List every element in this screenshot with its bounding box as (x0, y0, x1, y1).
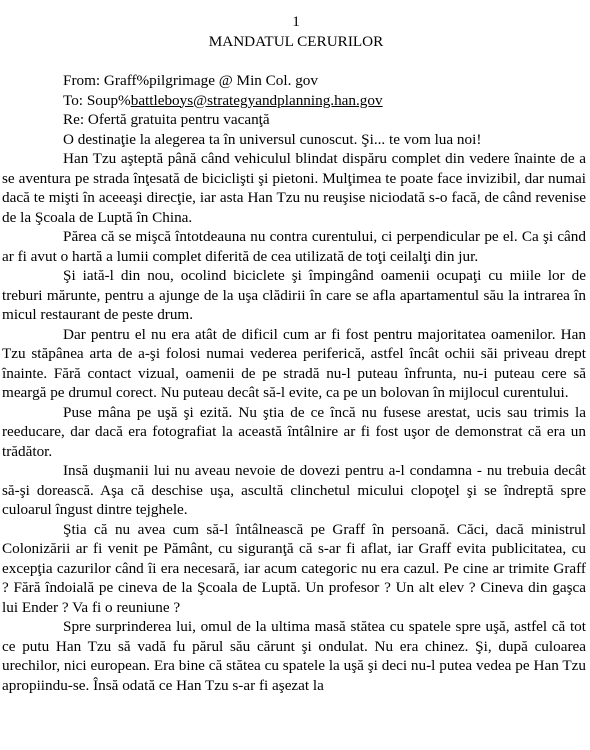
body-text (0, 130, 590, 696)
email-to-address-link[interactable]: battleboys@strategyandplanning.han.gov (130, 91, 383, 109)
page-number: 1 (292, 13, 300, 30)
email-subject: Re: Ofertă gratuita pentru vacanţă (63, 111, 270, 128)
email-to-prefix: To: Soup% (63, 91, 131, 109)
email-from: From: Graff%pilgrimage @ Min Col. gov (63, 72, 318, 89)
paragraph: Insă duşmanii lui nu aveau nevoie de dovezi pentru a-l condamna - nu trebuia decât să-şi dorească. Aşa că deschise uşa, ascultă clinchetul micului clopoţel şi se îndreptă spre culoarul îngust dintre tejghele. (2, 462, 586, 518)
chapter-title: MANDATUL CERURILOR (208, 32, 384, 50)
email-header (0, 71, 590, 130)
email-to (63, 91, 590, 111)
paragraph: Puse mâna pe uşă şi ezită. Nu ştia de ce încă nu fusese arestat, ucis sau trimis la reeducare, dar dacă era fotografiat la această întâlnire ar fi fost uşor de demonstrat că era un trădător. (2, 403, 586, 460)
paragraph: O destinaţie la alegerea ta în universul cunoscut. Şi... te vom lua noi! (63, 130, 482, 148)
document-page (0, 12, 590, 750)
paragraph: Şi iată-l din nou, ocolind biciclete şi împingând oamenii ocupaţi cu miile lor de treburi mărunte, pentru a ajunge de la uşa clădirii în care se afla apartamentul său la intrarea în micul restaurant de peste drum. (2, 267, 586, 323)
paragraph: Han Tzu aşteptă până când vehiculul blindat dispăru complet din vedere înainte de a se aventura pe strada înţesată de biciclişti şi pietoni. Mulţimea te poate face invizibil, dar numai dacă te mişti în aceeaşi direcţie, iar asta Han Tzu nu reuşise niciodată s-o facă, de când revenise de la Şcoala de Luptă în China. (2, 150, 586, 226)
paragraph: Dar pentru el nu era atât de dificil cum ar fi fost pentru majoritatea oamenilor. Han Tzu stăpânea arta de a-şi folosi numai vederea periferică, astfel încât ochii săi priveau drept înainte. Fără contact vizual, oamenii de pe stradă nu-l puteau înfrunta, nu-i puteau cere să meargă pe drumul corect. Nu puteau decât să-l evite, ca pe un bolovan în mijlocul curentului. (2, 325, 586, 401)
header-spacer (0, 51, 590, 71)
paragraph: Părea că se mişcă întotdeauna nu contra curentului, ci perpendicular pe el. Ca şi când ar fi avut o hartă a lumii complet diferită de cea utilizată de toţi ceilalţi din jur. (2, 228, 586, 265)
paragraph: Spre surprinderea lui, omul de la ultima masă stătea cu spatele spre uşă, astfel că tot ce putu Han Tzu să vadă fu părul său cărunt şi ondulat. Nu era chinez. Şi, după culoarea urechilor, nici european. Era bine că stătea cu spatele la uşă şi deci nu-l putea vedea pe Han Tzu apropiindu-se. Însă odată ce Han Tzu s-ar fi aşezat la (2, 618, 586, 694)
paragraph: Ştia că nu avea cum să-l întâlnească pe Graff în persoană. Căci, dacă ministrul Colonizării ar fi venit pe Pământ, cu siguranţă că s-ar fi aflat, iar Graff evita publicitatea, cu excepţia cazurilor când îi era necesară, iar acum categoric nu era cazul. Pe cine ar trimite Graff ? Fără îndoială pe cineva de la Şcoala de Luptă. Un profesor ? Un alt elev ? Cineva din gaşca lui Ender ? Va fi o reuniune ? (2, 520, 586, 616)
